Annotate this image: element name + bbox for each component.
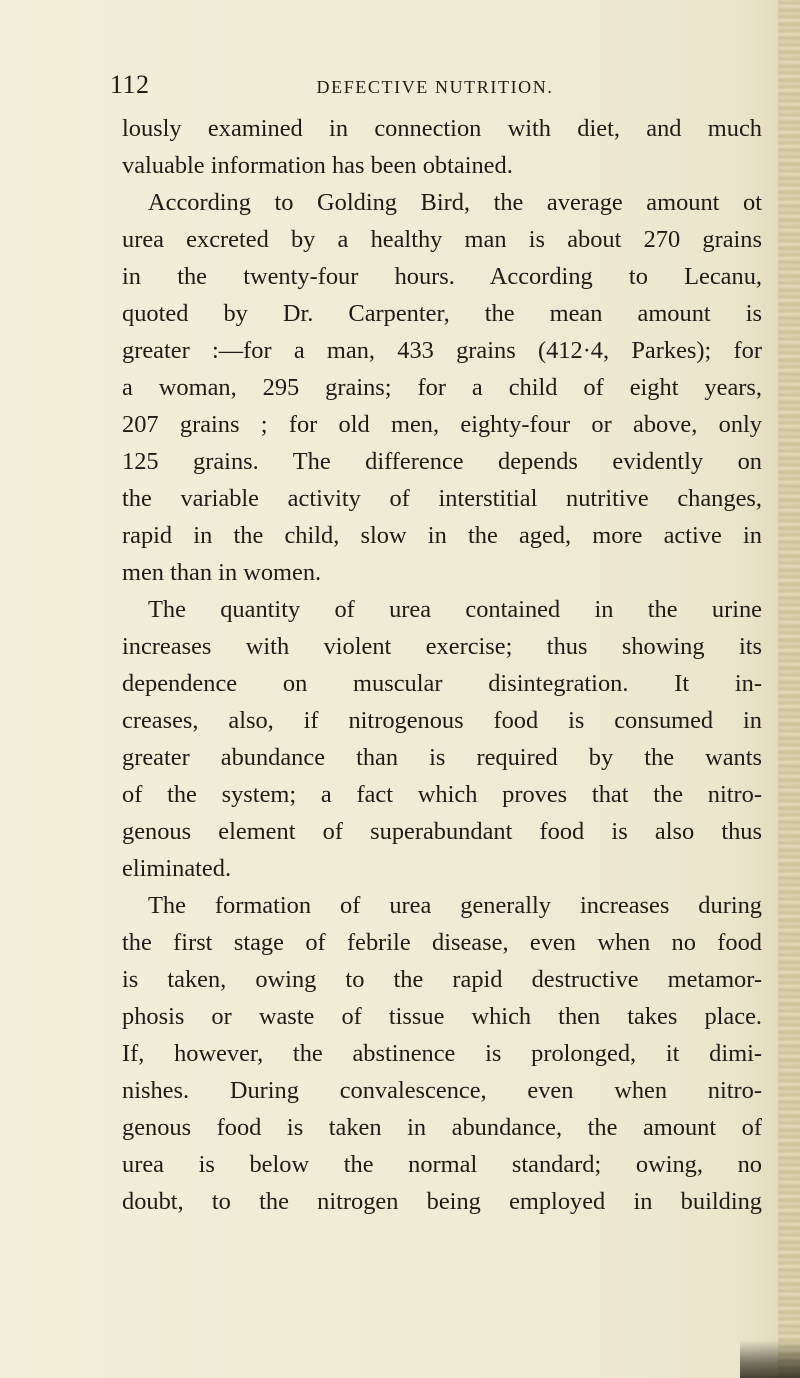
text-line: men than in women. <box>122 559 322 586</box>
text-line: increases with violent exercise; thus showing its <box>122 633 762 660</box>
text-line: of the system; a fact which proves that the nitro- <box>122 781 762 808</box>
text-line: If, however, the abstinence is prolonged, it dimi- <box>122 1040 762 1067</box>
text-line: dependence on muscular disintegration. It in- <box>122 670 762 697</box>
text-line: 207 grains ; for old men, eighty-four or above, only <box>122 411 762 438</box>
text-line: the variable activity of interstitial nutritive changes, <box>122 485 762 512</box>
text-line: greater abundance than is required by the wants <box>122 744 762 771</box>
text-line: the first stage of febrile disease, even when no food <box>122 929 762 956</box>
text-line: eliminated. <box>122 855 232 882</box>
text-line: quoted by Dr. Carpenter, the mean amount is <box>122 300 762 327</box>
text-line: genous food is taken in abundance, the amount of <box>122 1114 762 1141</box>
running-head: DEFECTIVE NUTRITION. <box>316 77 554 97</box>
body-text <box>122 110 762 1220</box>
text-line: lously examined in connection with diet, and much <box>122 115 762 142</box>
text-line: The quantity of urea contained in the urine <box>148 596 762 623</box>
text-line: According to Golding Bird, the average amount ot <box>148 189 762 216</box>
text-line: doubt, to the nitrogen being employed in building <box>122 1188 762 1215</box>
text-line: rapid in the child, slow in the aged, more active in <box>122 522 762 549</box>
text-line: valuable information has been obtained. <box>122 152 513 179</box>
text-line: creases, also, if nitrogenous food is consumed in <box>122 707 762 734</box>
text-line: urea excreted by a healthy man is about 270 grains <box>122 226 762 253</box>
text-line: genous element of superabundant food is also thus <box>122 818 762 845</box>
text-line: phosis or waste of tissue which then takes place. <box>122 1003 762 1030</box>
page-edge <box>778 0 800 1378</box>
text-line: is taken, owing to the rapid destructive metamor- <box>122 966 762 993</box>
text-line: urea is below the normal standard; owing, no <box>122 1151 762 1178</box>
text-line: greater :—for a man, 433 grains (412·4, Parkes); for <box>122 337 762 364</box>
text-line: The formation of urea generally increases during <box>148 892 762 919</box>
text-line: nishes. During convalescence, even when nitro- <box>122 1077 762 1104</box>
text-line: 125 grains. The difference depends evidently on <box>122 448 762 475</box>
page-corner-shadow <box>740 1340 800 1378</box>
page-number: 112 <box>110 70 150 99</box>
text-line: in the twenty-four hours. According to Lecanu, <box>122 263 762 290</box>
text-line: a woman, 295 grains; for a child of eight years, <box>122 374 762 401</box>
page-header <box>110 70 760 110</box>
